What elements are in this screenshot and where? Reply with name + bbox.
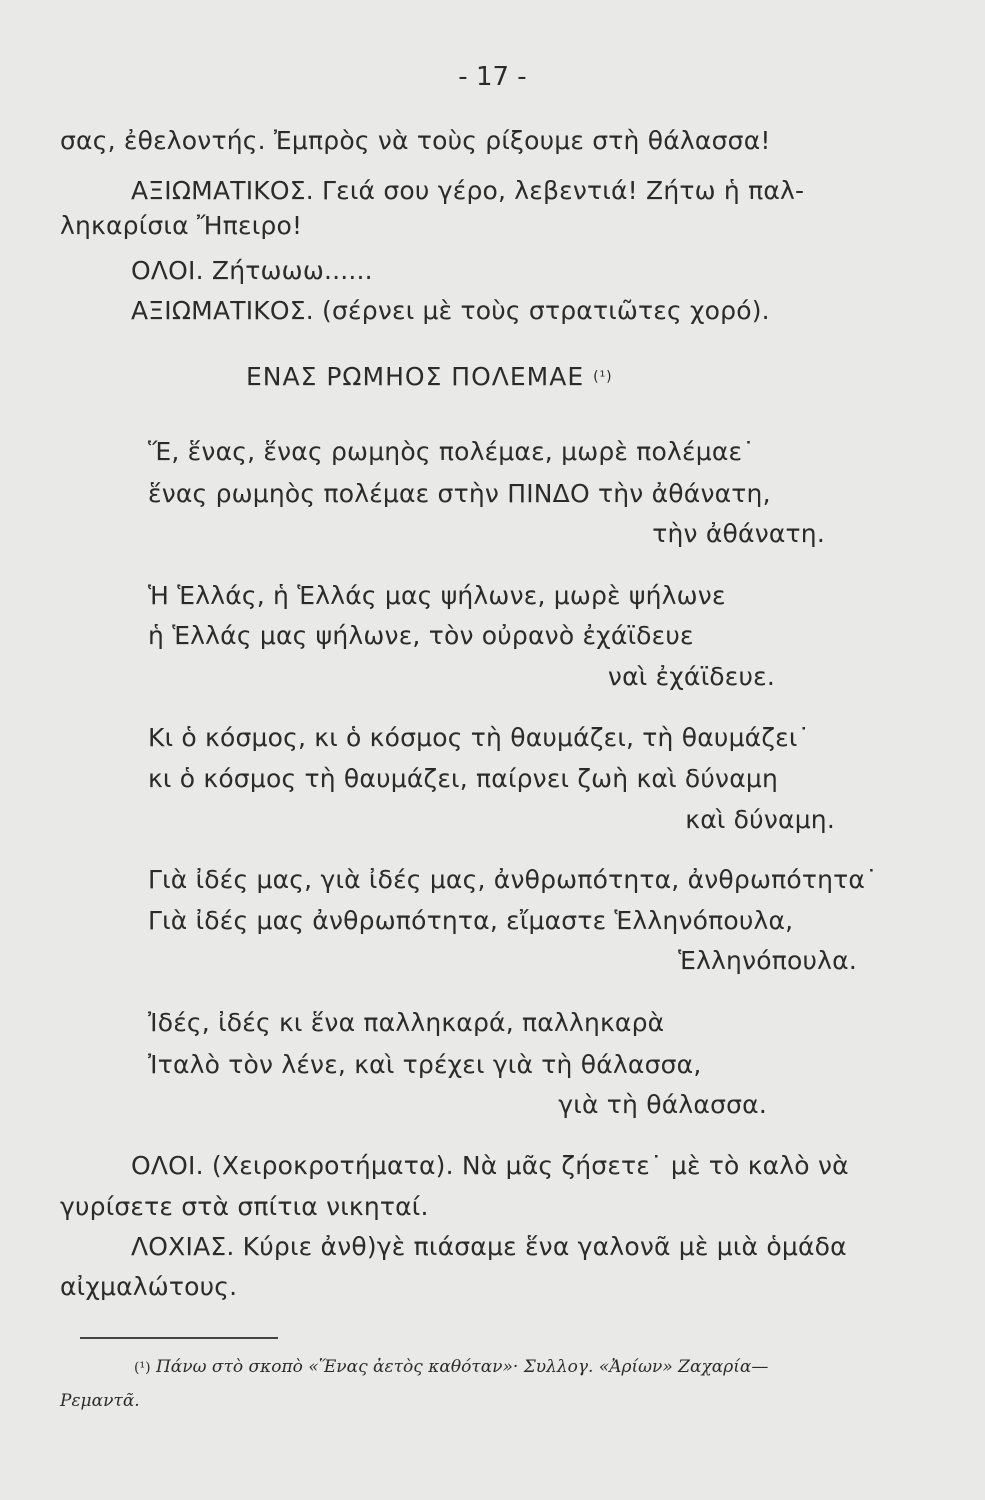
dialogue-line: ΟΛΟΙ. (Χειροκροτήματα). Νὰ μᾶς ζήσετε˙ μὲ τὸ καλὸ νὰ	[131, 1151, 849, 1180]
verse-line: ἕνας ρωμηὸς πολέμαε στὴν ΠΙΝΔΟ τὴν ἀθάνατη,	[148, 479, 771, 508]
verse-line: Γιὰ ἰδές μας, γιὰ ἰδές μας, ἀνθρωπότητα, ἀνθρωπότητα˙	[148, 865, 878, 894]
footnote-text: Πάνω στὸ σκοπὸ «Ἕνας ἀετὸς καθόταν»· Συλλογ. «Ἀρίων» Ζαχαρία—	[155, 1357, 769, 1377]
page-number: - 17 -	[458, 62, 527, 92]
verse-line: Κι ὁ κόσμος, κι ὁ κόσμος τὴ θαυμάζει, τὴ θαυμάζει˙	[148, 723, 811, 752]
verse-refrain: γιὰ τὴ θάλασσα.	[558, 1090, 767, 1119]
dialogue-line: ληκαρίσια Ἤπειρο!	[60, 211, 303, 240]
footnote-mark: (¹)	[134, 1360, 151, 1376]
verse-line: Γιὰ ἰδές μας ἀνθρωπότητα, εἴμαστε Ἑλληνόπουλα,	[148, 906, 794, 935]
verse-line: κι ὁ κόσμος τὴ θαυμάζει, παίρνει ζωὴ καὶ δύναμη	[148, 764, 779, 793]
song-title	[246, 362, 613, 392]
dialogue-line: ΟΛΟΙ. Ζήτωωω......	[131, 256, 373, 285]
footnote-divider	[80, 1337, 278, 1339]
dialogue-line: γυρίσετε στὰ σπίτια νικηταί.	[60, 1192, 429, 1221]
dialogue-line: ΑΞΙΩΜΑΤΙΚΟΣ. Γειά σου γέρο, λεβεντιά! Ζήτω ἡ παλ-	[131, 176, 805, 205]
footnote-reference: (¹)	[593, 369, 613, 385]
footnote-line	[134, 1356, 768, 1379]
footnote-line: Ρεμαντᾶ.	[60, 1391, 140, 1411]
verse-refrain: τὴν ἀθάνατη.	[652, 519, 825, 548]
dialogue-line: σας, ἐθελοντής. Ἐμπρὸς νὰ τοὺς ρίξουμε στὴ θάλασσα!	[60, 126, 771, 155]
verse-line: Ἕ, ἕνας, ἕνας ρωμηὸς πολέμαε, μωρὲ πολέμαε˙	[148, 437, 755, 466]
dialogue-line: ΑΞΙΩΜΑΤΙΚΟΣ. (σέρνει μὲ τοὺς στρατιῶτες χορό).	[131, 296, 770, 325]
verse-refrain: Ἑλληνόπουλα.	[678, 946, 857, 975]
verse-line: Ἰδές, ἰδές κι ἕνα παλληκαρά, παλληκαρὰ	[148, 1008, 665, 1037]
verse-refrain: καὶ δύναμη.	[685, 805, 835, 834]
dialogue-line: ΛΟΧΙΑΣ. Κύριε ἀνθ)γὲ πιάσαμε ἕνα γαλονᾶ μὲ μιὰ ὁμάδα	[131, 1232, 847, 1261]
dialogue-line: αἰχμαλώτους.	[60, 1272, 238, 1301]
verse-refrain: ναὶ ἐχάϊδευε.	[607, 662, 775, 691]
song-title-text: ΕΝΑΣ ΡΩΜΗΟΣ ΠΟΛΕΜΑΕ	[246, 362, 585, 391]
verse-line: ἡ Ἑλλάς μας ψήλωνε, τὸν οὐρανὸ ἐχάϊδευε	[148, 621, 694, 650]
verse-line: Ἰταλὸ τὸν λένε, καὶ τρέχει γιὰ τὴ θάλασσα,	[148, 1050, 702, 1079]
verse-line: Ἡ Ἑλλάς, ἡ Ἑλλάς μας ψήλωνε, μωρὲ ψήλωνε	[148, 581, 726, 610]
